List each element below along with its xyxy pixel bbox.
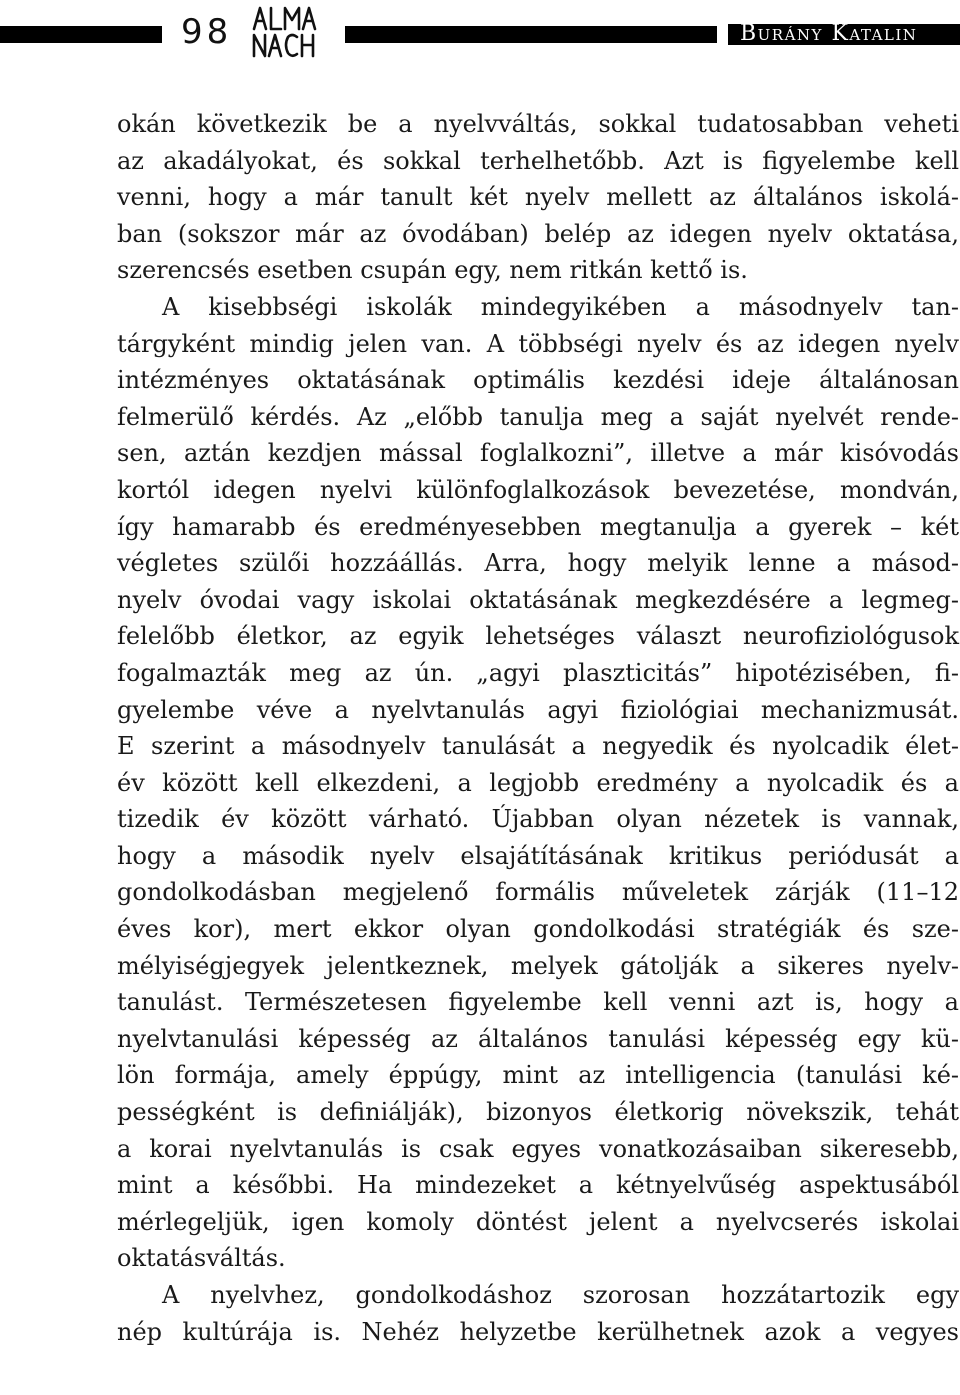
text-line: az akadályokat, és sokkal terhelhetőbb. Azt is figyelembe kell	[117, 146, 959, 175]
text-line: év között kell elkezdeni, a legjobb eredmény a nyolcadik és a	[117, 768, 959, 797]
text-line: E szerint a másodnyelv tanulását a negyedik és nyolcadik élet-	[117, 732, 959, 761]
text-line: szerencsés esetben csupán egy, nem ritkán kettő is.	[117, 256, 748, 285]
text-line: lön formája, amely éppúgy, mint az intelligencia (tanulási ké-	[117, 1061, 959, 1090]
text-line: mélyiségjegyek jelentkeznek, melyek gátolják a sikeres nyelv-	[117, 951, 959, 980]
text-line: tárgyként mindig jelen van. A többségi nyelv és az idegen nyelv	[117, 329, 959, 358]
header-rule-left	[0, 26, 162, 43]
text-line: nyelv óvodai vagy iskolai oktatásának megkezdésére a legmeg-	[117, 585, 959, 614]
text-line: a korai nyelvtanulás is csak egyes vonatkozásaiban sikeresebb,	[117, 1134, 959, 1163]
text-line: okán következik be a nyelvváltás, sokkal tudatosabban veheti	[117, 110, 959, 138]
text-line: hogy a második nyelv elsajátításának kritikus periódusát a	[117, 841, 959, 870]
text-line: felmerülő kérdés. Az „előbb tanulja meg a saját nyelvét rende-	[117, 402, 959, 431]
text-line: intézményes oktatásának optimális kezdési ideje általánosan	[117, 366, 959, 395]
text-line: tanulást. Természetesen figyelembe kell venni azt is, hogy a	[117, 988, 959, 1017]
text-line: így hamarabb és eredményesebben megtanulja a gyerek – két	[117, 512, 959, 541]
text-line: venni, hogy a már tanult két nyelv mellett az általános iskolá-	[117, 183, 959, 212]
almanach-logo	[251, 4, 339, 60]
text-line: sen, aztán kezdjen mással foglalkozni”, illetve a már kisóvodás	[117, 439, 959, 468]
header-rule-right	[345, 26, 717, 43]
text-line: végletes szülői hozzáállás. Arra, hogy melyik lenne a másod-	[117, 549, 959, 578]
text-line: oktatásváltás.	[117, 1244, 286, 1273]
text-line: A kisebbségi iskolák mindegyikében a másodnyelv tan-	[162, 292, 959, 321]
text-line: kortól idegen nyelvi különfoglalkozások bevezetése, mondván,	[117, 475, 959, 504]
text-line: nyelvtanulási képesség az általános tanulási képesség egy kü-	[117, 1024, 959, 1053]
text-line: gondolkodásban megjelenő formális műveletek zárják (11–12	[117, 878, 959, 907]
running-header	[0, 0, 960, 70]
text-line: pességként is definiálják), bizonyos életkorig növekszik, tehát	[117, 1098, 959, 1127]
body-text	[117, 106, 959, 1350]
text-line: éves kor), mert ekkor olyan gondolkodási stratégiák és sze-	[117, 915, 959, 944]
text-line: mint a későbbi. Ha mindezeket a kétnyelvűség aspektusából	[117, 1171, 959, 1200]
text-line: fogalmazták meg az ún. „agyi plaszticitás” hipotézisében, fi-	[117, 658, 959, 687]
page-number: 98	[181, 12, 233, 52]
text-line: tizedik év között várható. Újabban olyan nézetek is vannak,	[117, 805, 959, 834]
text-line: ban (sokszor már az óvodában) belép az idegen nyelv oktatása,	[117, 219, 959, 248]
author-name: Burány Katalin	[740, 21, 918, 46]
text-line: mérlegeljük, igen komoly döntést jelent a nyelvcserés iskolai	[117, 1207, 959, 1236]
text-line: A nyelvhez, gondolkodáshoz szorosan hozzátartozik egy	[162, 1281, 959, 1309]
text-line: felelőbb életkor, az egyik lehetséges választ neurofiziológusok	[117, 622, 959, 651]
text-line: nép kultúrája is. Nehéz helyzetbe kerülhetnek azok a vegyes	[117, 1317, 959, 1346]
text-line: gyelembe véve a nyelvtanulás agyi fiziológiai mechanizmusát.	[117, 695, 959, 724]
